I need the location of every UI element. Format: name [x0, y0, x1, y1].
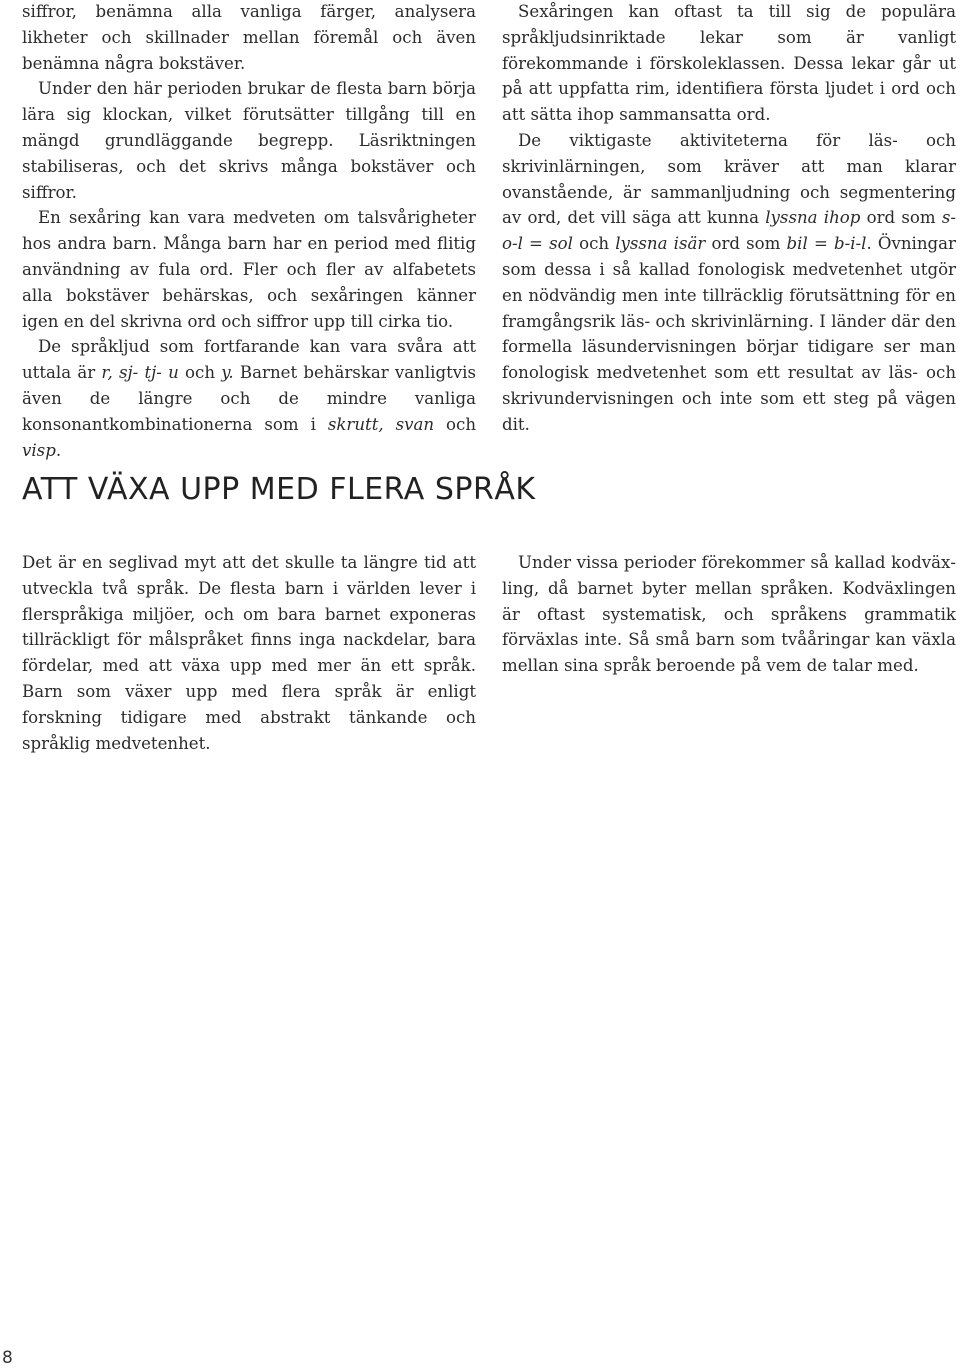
paragraph [22, 334, 476, 463]
paragraph [502, 128, 956, 438]
italic-examples: skrutt, svan [327, 414, 435, 434]
italic-term: lyssna isär [615, 234, 706, 254]
bottom-right-column [502, 550, 956, 679]
italic-term: lyssna ihop [765, 208, 861, 228]
paragraph: Sexåringen kan oftast ta till sig de populära språkljudsinriktade lekar som är vanligt förekommande i förskoleklassen. Dessa lekar går ut på att uppfatta rim, identifiera första ljudet i ord och att sätta ihop sammansatta ord. [502, 2, 956, 125]
paragraph: siffror, benämna alla vanliga färger, analysera likheter och skillnader mellan föremål och även benämna några bokstäver. [22, 2, 476, 73]
text-run: ord som [705, 234, 787, 254]
italic-sound: y. [221, 363, 234, 383]
text-run: . [55, 440, 62, 460]
top-left-column [22, 0, 476, 463]
section-heading: ATT VÄXA UPP MED FLERA SPRÅK [22, 472, 536, 507]
paragraph: Under vissa perioder förekommer så kallad kodväxling, då barnet byter mellan språken. Kodväxlingen är oftast systematisk, och språkens grammatik förväxlas inte. Så små barn som tvååringar kan växla mellan sina språk beroende på vem de talar med. [502, 553, 956, 676]
page-number: 8 [2, 1348, 13, 1368]
text-run: De viktigaste aktiviteterna för läs- och skrivinlärningen, som kräver att man klarar ovanstående, är sammanljudning och segmentering av ord, det vill säga att kunna [502, 130, 956, 228]
italic-example: s-o-l [502, 208, 956, 254]
paragraph: Under den här perioden brukar de flesta barn börja lära sig klockan, vilket förutsätter tillgång till en mängd grundläggande begrepp. Läsriktningen stabiliseras, och det skrivs många bokstäver och siffror. [22, 79, 476, 202]
text-run: De språkljud som fortfarande kan vara svåra att uttala är [22, 337, 476, 383]
italic-example: bil [786, 234, 808, 254]
text-run: = [522, 234, 550, 254]
paragraph: Det är en seglivad myt att det skulle ta längre tid att utveckla två språk. De flesta barn i världen lever i flerspråkiga miljöer, och om bara barnet exponeras tillräckligt för målspråket finns inga nackdelar, bara fördelar, med att växa upp med mer än ett språk. Barn som växer upp med flera språk är enligt forskning tidigare med abstrakt tänkande och språklig medvetenhet. [22, 553, 476, 753]
top-right-column [502, 0, 956, 438]
italic-example: visp [22, 440, 56, 460]
paragraph: En sexåring kan vara medveten om talsvårigheter hos andra barn. Många barn har en period med flitig användning av fula ord. Fler och fler av alfabetets alla bokstäver behärskas, och sexåringen känner igen en del skrivna ord och siffror upp till cirka tio. [22, 208, 476, 331]
italic-example: b-i-l [834, 234, 867, 254]
bottom-left-column [22, 550, 476, 756]
italic-example: sol [549, 234, 573, 254]
italic-sounds: r, sj- tj- u [101, 363, 179, 383]
text-run: och [178, 363, 222, 383]
text-run: . Övningar som dessa i så kallad fonologisk medvetenhet utgör en nödvändig men inte tillräcklig förutsättning för en framgångsrik läs- och skrivinlärning. I länder där den formella läsundervisningen börjar tidigare ser man fonologisk medvetenhet som ett resultat av läs- och skrivundervisningen och inte som ett steg på vägen dit. [502, 234, 956, 434]
text-run: Barnet behärskar vanligtvis även de längre och de mindre vanliga konsonantkombinationerna som i [22, 363, 476, 434]
text-run: och [572, 234, 616, 254]
text-run: ord som [860, 208, 942, 228]
text-run: = [807, 234, 834, 254]
text-run: och [434, 414, 477, 434]
